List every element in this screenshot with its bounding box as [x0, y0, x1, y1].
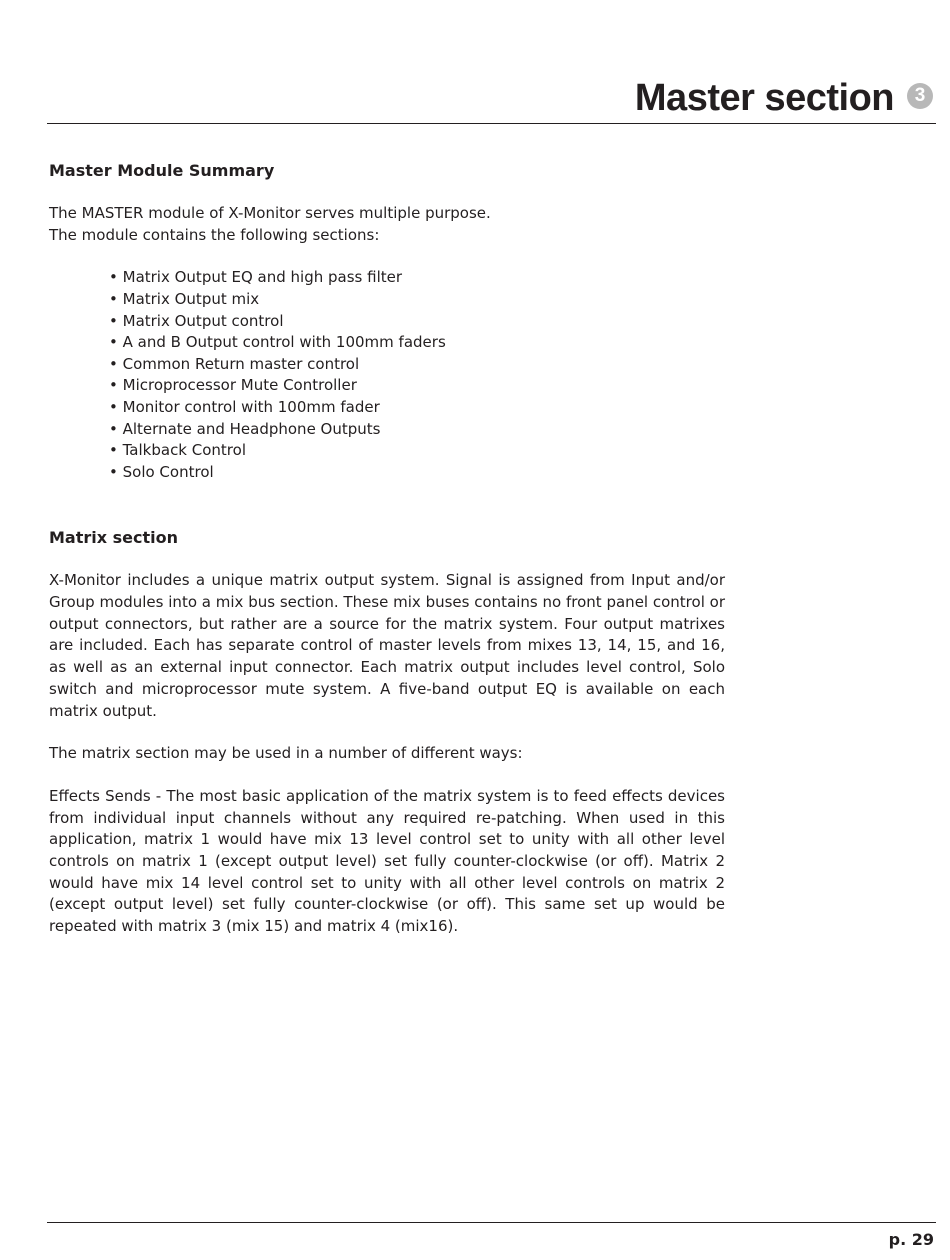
- matrix-paragraph-effects-sends: Effects Sends - The most basic application of the matrix system is to feed effects devices from individual input channels without any required re-patching. When used in this application, matrix 1 would have mix 13 level control set to unity with all other level controls on matrix 1 (except output level) set fully counter-clockwise (or off). Matrix 2 would have mix 14 level control set to unity with all other level controls on matrix 2 (except output level) set fully counter-clockwise (or off). This same set up would be repeated with matrix 3 (mix 15) and matrix 4 (mix16).: [49, 786, 725, 936]
- list-item: • A and B Output control with 100mm faders: [109, 332, 725, 354]
- page-title: Master section: [634, 77, 894, 119]
- page-number: p. 29: [888, 1230, 934, 1249]
- summary-section-list: [49, 267, 725, 483]
- document-body: [49, 159, 725, 938]
- matrix-heading: Matrix section: [49, 528, 179, 548]
- header-divider: [47, 123, 936, 124]
- summary-intro-line-1: The MASTER module of X-Monitor serves multiple purpose.: [49, 204, 491, 222]
- matrix-paragraph-overview: X-Monitor includes a unique matrix output system. Signal is assigned from Input and/or Group modules into a mix bus section. These mix buses contains no front panel control or output connectors, but rather are a source for the matrix system. Four output matrixes are included. Each has separate control of master levels from mixes 13, 14, 15, and 16, as well as an external input connector. Each matrix output includes level control, Solo switch and microprocessor mute system. A five-band output EQ is available on each matrix output.: [49, 571, 725, 720]
- summary-heading: Master Module Summary: [49, 161, 275, 180]
- list-item: • Microprocessor Mute Controller: [109, 375, 725, 397]
- list-item: • Matrix Output EQ and high pass filter: [109, 267, 725, 289]
- list-item: • Solo Control: [109, 462, 725, 484]
- list-item: • Monitor control with 100mm fader: [109, 397, 725, 419]
- summary-intro-line-2: The module contains the following sections:: [49, 225, 380, 244]
- list-item: • Matrix Output control: [109, 311, 725, 333]
- list-item: • Matrix Output mix: [109, 289, 725, 311]
- list-item: • Alternate and Headphone Outputs: [109, 419, 725, 441]
- list-item: • Talkback Control: [109, 440, 725, 462]
- list-item: • Common Return master control: [109, 354, 725, 376]
- matrix-paragraph-usage: The matrix section may be used in a number of different ways:: [49, 744, 523, 763]
- chapter-number-badge: 3: [907, 83, 933, 109]
- footer-divider: [47, 1222, 936, 1223]
